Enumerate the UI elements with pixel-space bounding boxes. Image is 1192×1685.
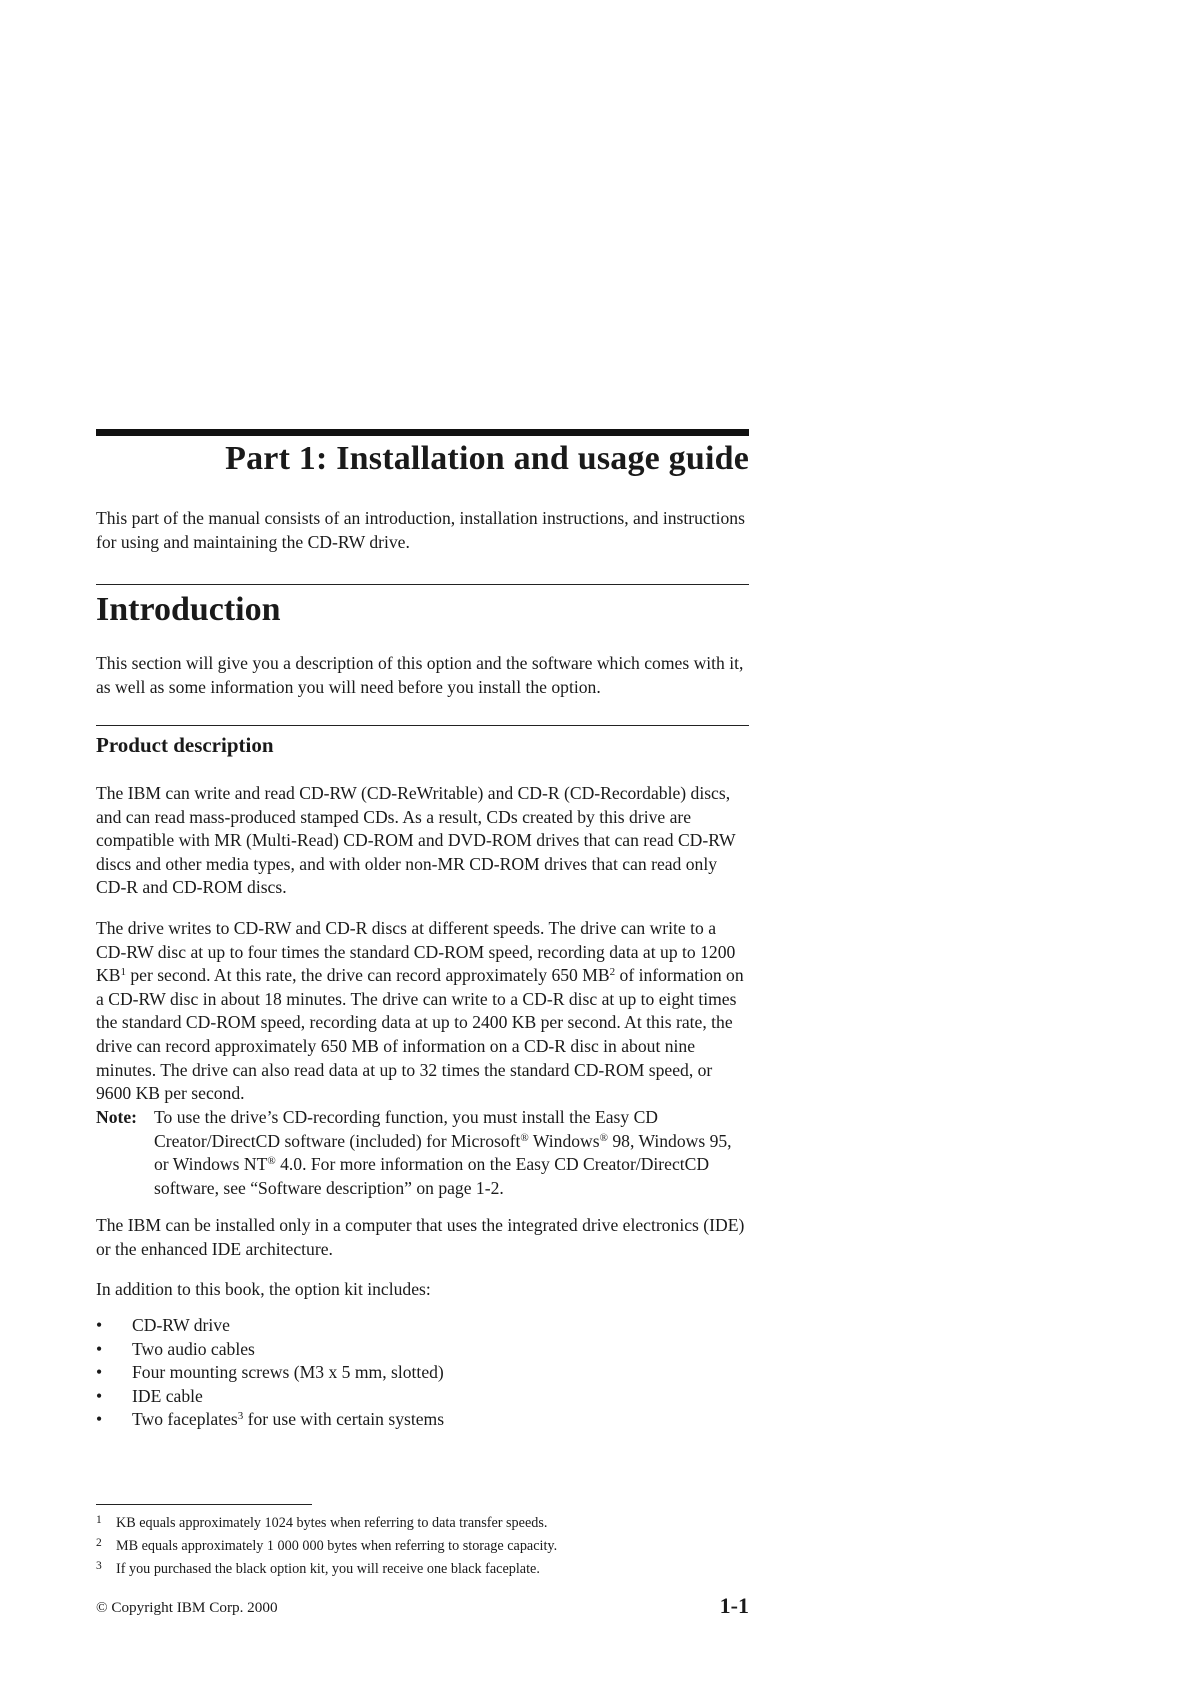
note-body: [154, 1106, 749, 1200]
product-paragraph-4: In addition to this book, the option kit includes:: [96, 1279, 431, 1299]
registered-mark: ®: [520, 1131, 529, 1144]
footnote-separator: [96, 1504, 312, 1505]
footnotes: [96, 1512, 796, 1581]
footnote-ref-2: 2: [609, 966, 616, 979]
bullet-icon: •: [96, 1338, 103, 1359]
footnote-text: MB equals approximately 1 000 000 bytes when referring to storage capacity.: [116, 1538, 558, 1554]
product-paragraph-3-block: [96, 1214, 749, 1261]
footnote-ref-1: 1: [120, 966, 126, 979]
note-label: Note:: [96, 1107, 138, 1127]
list-item-text: Four mounting screws (M3 x 5 mm, slotted): [132, 1362, 444, 1383]
footnote-1: [96, 1512, 796, 1535]
product-paragraph-2: [96, 917, 749, 1106]
paragraph-2-part-a: The drive writes to CD-RW and CD-R discs at different speeds. The drive can write to a CD-RW disc at up to four times the standard CD-ROM speed, recording data at up to 1200 KB: [96, 918, 736, 986]
part-title: Part 1: Installation and usage guide: [225, 440, 749, 477]
list-item-text: Two audio cables: [132, 1338, 255, 1359]
list-item: [96, 1408, 749, 1432]
page-number: 1-1: [719, 1593, 749, 1618]
copyright-notice: © Copyright IBM Corp. 2000: [96, 1599, 278, 1616]
bullet-icon: •: [96, 1362, 103, 1383]
footnote-2: [96, 1535, 796, 1558]
introduction-block: [96, 652, 749, 699]
product-description-rule: [96, 725, 749, 726]
product-paragraph-2-block: [96, 917, 749, 1106]
bullet-icon: •: [96, 1385, 103, 1406]
note-part-a: To use the drive’s CD-recording function, you must install the Easy CD Creator/DirectCD software (included) for Microsoft: [154, 1107, 659, 1151]
part-intro-paragraph: This part of the manual consists of an introduction, installation instructions, and instructions for using and maintaining the CD-RW drive.: [96, 508, 745, 552]
paragraph-2-part-c: of information on a CD-RW disc in about 18 minutes. The drive can write to a CD-R disc at up to eight times the standard CD-ROM speed, recording data at up to 2400 KB per second. At this rate, the drive can record approximately 650 MB of information on a CD-R disc in about nine minutes. The drive can also read data at up to 32 times the standard CD-ROM speed, or 9600 KB per second.: [96, 965, 744, 1104]
list-item: [96, 1338, 749, 1362]
footnote-3: [96, 1558, 796, 1581]
product-description-heading: Product description: [96, 733, 274, 757]
note-part-b: Windows: [528, 1130, 600, 1151]
kit-items-list: [96, 1314, 749, 1432]
footnote-text: KB equals approximately 1024 bytes when referring to data transfer speeds.: [116, 1515, 548, 1531]
part-title-rule: [96, 429, 749, 436]
list-item-text: CD-RW drive: [132, 1315, 230, 1335]
introduction-rule: [96, 584, 749, 585]
bullet-icon: •: [96, 1409, 103, 1430]
list-item-text: Two faceplates: [132, 1409, 238, 1430]
part-intro-block: [96, 507, 749, 554]
list-item-text-after: for use with certain systems: [243, 1409, 445, 1430]
list-item-text: IDE cable: [132, 1385, 203, 1406]
kit-list-block: [96, 1314, 749, 1432]
product-paragraph-4-block: [96, 1278, 749, 1302]
introduction-heading: Introduction: [96, 591, 281, 628]
footnote-number: 3: [96, 1560, 102, 1572]
note-part-d: 4.0. For more information on the Easy CD Creator/DirectCD software, see “Software description” on page 1-2.: [154, 1154, 710, 1198]
paragraph-2-part-b: per second. At this rate, the drive can record approximately 650 MB: [125, 965, 610, 986]
registered-mark: ®: [267, 1155, 276, 1168]
list-item: [96, 1314, 749, 1338]
footnote-number: 1: [96, 1514, 102, 1526]
product-paragraph-1-block: [96, 782, 749, 900]
footnote-ref-3: 3: [237, 1410, 244, 1423]
footnote-number: 2: [96, 1537, 102, 1549]
list-item: [96, 1385, 749, 1409]
product-paragraph-3: The IBM can be installed only in a computer that uses the integrated drive electronics (IDE) or the enhanced IDE architecture.: [96, 1215, 745, 1259]
bullet-icon: •: [96, 1315, 103, 1335]
introduction-paragraph: This section will give you a description of this option and the software which comes with it, as well as some information you will need before you install the option.: [96, 653, 744, 697]
registered-mark: ®: [599, 1131, 608, 1144]
product-paragraph-1: The IBM can write and read CD-RW (CD-ReWritable) and CD-R (CD-Recordable) discs, and can read mass-produced stamped CDs. As a result, CDs created by this drive are compatible with MR (Multi-Read) CD-ROM and DVD-ROM drives that can read CD-RW discs and other media types, and with older non-MR CD-ROM drives that can read only CD-R and CD-ROM discs.: [96, 783, 736, 898]
list-item: [96, 1361, 749, 1385]
footnote-text: If you purchased the black option kit, you will receive one black faceplate.: [116, 1561, 540, 1577]
note-block: [96, 1106, 749, 1200]
note-part-c: 98, Windows 95, or Windows NT: [154, 1130, 732, 1175]
